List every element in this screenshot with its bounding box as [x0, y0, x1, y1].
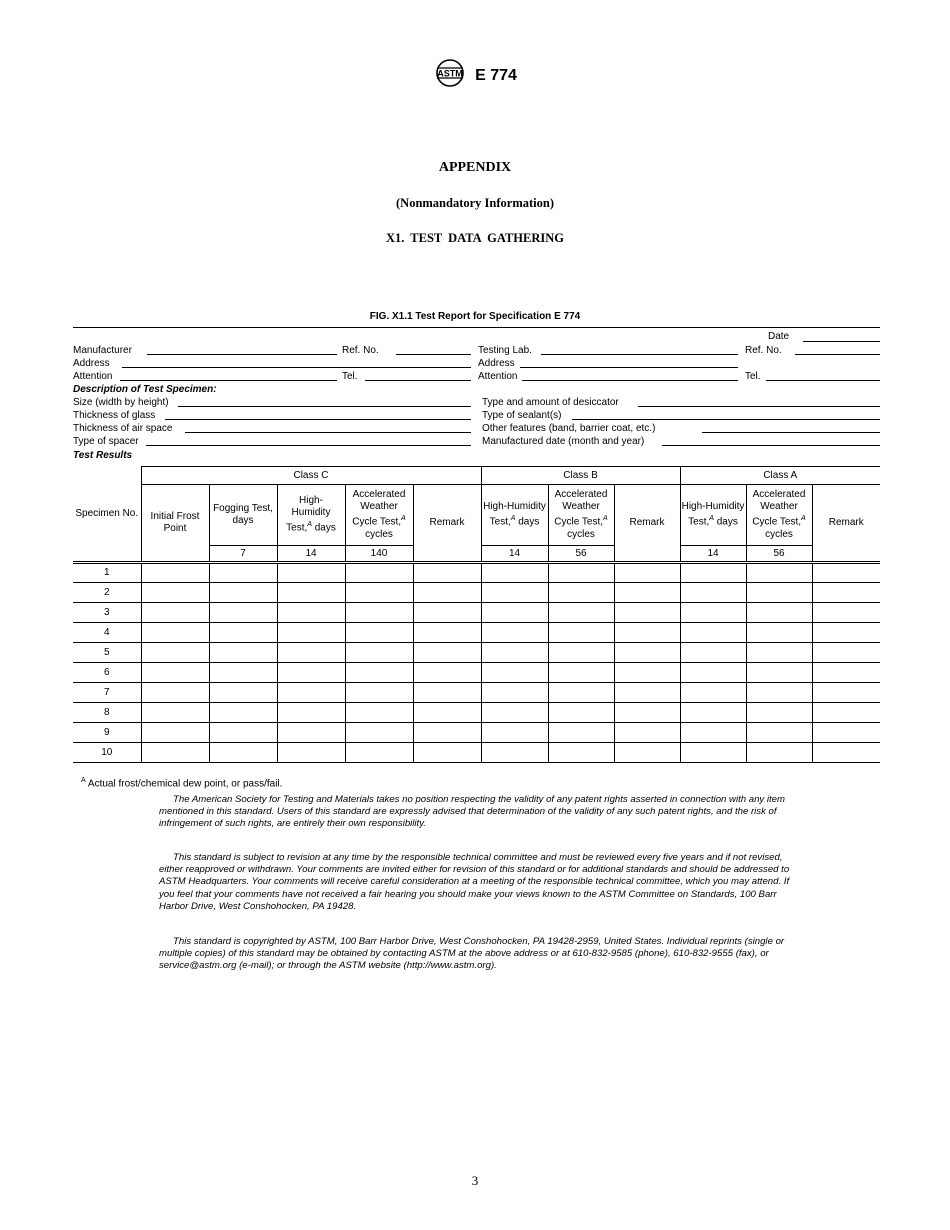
accel-a-cycles-value: 56: [746, 546, 812, 563]
result-cell[interactable]: [614, 683, 680, 703]
result-cell[interactable]: [614, 723, 680, 743]
result-cell[interactable]: [746, 583, 812, 603]
result-cell[interactable]: [413, 743, 481, 763]
result-cell[interactable]: [548, 563, 614, 583]
desiccator-field-line[interactable]: [638, 406, 880, 407]
figure-title: FIG. X1.1 Test Report for Specification E 774: [369, 311, 581, 322]
result-cell[interactable]: [413, 683, 481, 703]
result-cell[interactable]: [614, 663, 680, 683]
result-cell[interactable]: [209, 683, 277, 703]
result-cell[interactable]: [481, 643, 548, 663]
remark-a-header: Remark: [812, 485, 880, 563]
ref-no-left-field-line[interactable]: [396, 354, 471, 355]
result-cell[interactable]: [481, 563, 548, 583]
result-cell[interactable]: [141, 603, 209, 623]
result-cell[interactable]: [277, 683, 345, 703]
attention-left-field-line[interactable]: [120, 380, 337, 381]
result-cell[interactable]: [413, 723, 481, 743]
result-cell[interactable]: [141, 563, 209, 583]
specimen-no-header: Specimen No.: [73, 467, 141, 563]
result-cell[interactable]: [141, 723, 209, 743]
page-number: 3: [471, 1173, 479, 1188]
result-cell[interactable]: [481, 603, 548, 623]
appendix-subtitle: (Nonmandatory Information): [396, 196, 554, 210]
patent-notice: The American Society for Testing and Materials takes no position respecting the validity of any patent rights asserted in connection with any item mentioned in this standard. Users of this standard are expressly advised that determination of the validity of any such patent rights, and the risk of infringement of such rights, are entirely their own responsibility.: [159, 794, 786, 830]
result-cell[interactable]: [746, 723, 812, 743]
result-cell[interactable]: [345, 603, 413, 623]
result-cell[interactable]: [812, 723, 880, 743]
result-cell[interactable]: [548, 643, 614, 663]
address-left-field-line[interactable]: [122, 367, 471, 368]
astm-logo-icon: [433, 58, 467, 93]
date-label: Date: [768, 331, 790, 342]
result-cell[interactable]: [548, 623, 614, 643]
mfg-date-field-line[interactable]: [662, 445, 880, 446]
result-cell[interactable]: [413, 643, 481, 663]
remark-c-header: Remark: [413, 485, 481, 563]
address-right-field-line[interactable]: [520, 367, 738, 368]
result-cell[interactable]: [746, 663, 812, 683]
result-cell[interactable]: [141, 583, 209, 603]
class-b-header: Class B: [481, 467, 680, 485]
result-cell[interactable]: [141, 643, 209, 663]
result-cell[interactable]: [413, 663, 481, 683]
result-cell[interactable]: [614, 583, 680, 603]
accelerated-b-header: Accelerated Weather Cycle Test,$^A$ cycles: [548, 485, 614, 546]
result-cell[interactable]: [680, 683, 746, 703]
test-results-table: [73, 466, 880, 763]
accelerated-c-header: Accelerated Weather Cycle Test,$^A$ cycles: [345, 485, 413, 546]
result-cell[interactable]: [413, 603, 481, 623]
spacer-field-line[interactable]: [146, 445, 471, 446]
class-c-header: Class C: [141, 467, 481, 485]
accelerated-a-header: Accelerated Weather Cycle Test,$^A$ cycles: [746, 485, 812, 546]
revision-notice: This standard is subject to revision at any time by the responsible technical committee and must be reviewed every five years and if not revised, either reapproved or withdrawn. Your comments are invited either for revision of this standard or for additional standards and should be addressed to ASTM Headquarters. Your comments will receive careful consideration at a meeting of the responsible technical committee, which you may attend. If you feel that your comments have not received a fair hearing you should make your views known to the ASTM Committee on Standards, 100 Barr Harbor Drive, West Conshohocken, PA 19428.: [159, 852, 790, 912]
result-cell[interactable]: [812, 583, 880, 603]
result-cell[interactable]: [680, 743, 746, 763]
test-results-heading: Test Results: [73, 450, 133, 461]
result-cell[interactable]: [209, 563, 277, 583]
fogging-test-header: Fogging Test, days: [209, 485, 277, 546]
result-cell[interactable]: [548, 703, 614, 723]
result-cell[interactable]: [481, 663, 548, 683]
result-cell[interactable]: [345, 723, 413, 743]
tel-left-label: Tel.: [342, 371, 358, 382]
result-cell[interactable]: [209, 743, 277, 763]
high-humidity-b-header: High-Humidity Test,$^A$ days: [481, 485, 548, 546]
result-cell[interactable]: [548, 743, 614, 763]
thickness-glass-field-line[interactable]: [165, 419, 471, 420]
result-cell[interactable]: [209, 663, 277, 683]
document-designation: E 774: [475, 66, 517, 84]
result-cell[interactable]: [812, 563, 880, 583]
result-cell[interactable]: [680, 723, 746, 743]
table-row: [73, 743, 880, 763]
date-field-line[interactable]: [803, 341, 880, 342]
sealant-label: Type of sealant(s): [482, 410, 562, 421]
mfg-date-label: Manufactured date (month and year): [482, 436, 645, 447]
size-label: Size (width by height): [73, 397, 169, 408]
result-cell[interactable]: [614, 623, 680, 643]
result-cell[interactable]: [481, 583, 548, 603]
specimen-number-cell: 4: [73, 623, 141, 643]
accel-b-cycles-value: 56: [548, 546, 614, 563]
result-cell[interactable]: [548, 663, 614, 683]
size-field-line[interactable]: [178, 406, 471, 407]
spacer-label: Type of spacer: [73, 436, 139, 447]
thickness-air-label: Thickness of air space: [73, 423, 173, 434]
table-row: [73, 703, 880, 723]
page-header: [0, 58, 950, 93]
result-cell[interactable]: [548, 583, 614, 603]
result-cell[interactable]: [812, 743, 880, 763]
appendix-title: APPENDIX: [438, 160, 512, 175]
copyright-notice: This standard is copyrighted by ASTM, 100 Barr Harbor Drive, West Conshohocken, PA 19428-2959, United States. Individual reprints (single or multiple copies) of this standard may be obtained by contacting ASTM at the above address or at 610-832-9585 (phone), 610-832-9555 (fax), or service@astm.org (e-mail); or through the ASTM website (http://www.astm.org).: [159, 936, 785, 972]
result-cell[interactable]: [345, 643, 413, 663]
result-cell[interactable]: [345, 623, 413, 643]
address-left-label: Address: [73, 358, 110, 369]
result-cell[interactable]: [209, 723, 277, 743]
result-cell[interactable]: [345, 683, 413, 703]
sealant-field-line[interactable]: [572, 419, 880, 420]
table-row: [73, 623, 880, 643]
result-cell[interactable]: [345, 563, 413, 583]
table-row: [73, 643, 880, 663]
result-cell[interactable]: [413, 703, 481, 723]
result-cell[interactable]: [481, 703, 548, 723]
tel-right-label: Tel.: [745, 371, 761, 382]
result-cell[interactable]: [141, 683, 209, 703]
table-row: [73, 683, 880, 703]
testing-lab-field-line[interactable]: [541, 354, 738, 355]
result-cell[interactable]: [141, 703, 209, 723]
result-cell[interactable]: [277, 703, 345, 723]
result-cell[interactable]: [209, 703, 277, 723]
specimen-number-cell: 3: [73, 603, 141, 623]
result-cell[interactable]: [345, 663, 413, 683]
result-cell[interactable]: [413, 583, 481, 603]
accel-c-cycles-value: 140: [345, 546, 413, 563]
result-cell[interactable]: [680, 623, 746, 643]
result-cell[interactable]: [680, 563, 746, 583]
result-cell[interactable]: [614, 643, 680, 663]
manufacturer-label: Manufacturer: [73, 345, 132, 356]
result-cell[interactable]: [746, 743, 812, 763]
result-cell[interactable]: [345, 703, 413, 723]
result-cell[interactable]: [345, 583, 413, 603]
class-a-header: Class A: [680, 467, 880, 485]
thickness-glass-label: Thickness of glass: [73, 410, 156, 421]
address-right-label: Address: [478, 358, 515, 369]
hh-a-days-value: 14: [680, 546, 746, 563]
testing-lab-label: Testing Lab.: [478, 345, 532, 356]
manufacturer-field-line[interactable]: [147, 354, 337, 355]
result-cell[interactable]: [746, 623, 812, 643]
attention-left-label: Attention: [73, 371, 113, 382]
result-cell[interactable]: [481, 683, 548, 703]
result-cell[interactable]: [277, 603, 345, 623]
other-features-field-line[interactable]: [702, 432, 880, 433]
result-cell[interactable]: [141, 743, 209, 763]
specimen-number-cell: 6: [73, 663, 141, 683]
result-cell[interactable]: [277, 643, 345, 663]
result-cell[interactable]: [680, 583, 746, 603]
result-cell[interactable]: [481, 623, 548, 643]
result-cell[interactable]: [345, 743, 413, 763]
thickness-air-field-line[interactable]: [185, 432, 471, 433]
initial-frost-point-header: Initial Frost Point: [141, 485, 209, 563]
result-cell[interactable]: [548, 603, 614, 623]
specimen-number-cell: 1: [73, 563, 141, 583]
result-cell[interactable]: [209, 623, 277, 643]
result-cell[interactable]: [277, 743, 345, 763]
result-cell[interactable]: [746, 703, 812, 723]
result-cell[interactable]: [481, 723, 548, 743]
result-cell[interactable]: [746, 683, 812, 703]
result-cell[interactable]: [614, 743, 680, 763]
specimen-number-cell: 7: [73, 683, 141, 703]
high-humidity-a-header: High-Humidity Test,$^A$ days: [680, 485, 746, 546]
result-cell[interactable]: [141, 623, 209, 643]
ref-no-right-label: Ref. No.: [745, 345, 782, 356]
result-cell[interactable]: [680, 643, 746, 663]
table-row: [73, 603, 880, 623]
result-cell[interactable]: [141, 663, 209, 683]
table-row: [73, 723, 880, 743]
result-cell[interactable]: [277, 623, 345, 643]
table-row: [73, 663, 880, 683]
table-footnote: $^A$ Actual frost/chemical dew point, or pass/fail.: [81, 777, 283, 790]
result-cell[interactable]: [746, 643, 812, 663]
description-heading: Description of Test Specimen:: [73, 384, 217, 395]
result-cell[interactable]: [548, 723, 614, 743]
fogging-days-value: 7: [209, 546, 277, 563]
tel-right-field-line[interactable]: [766, 380, 880, 381]
specimen-number-cell: 8: [73, 703, 141, 723]
result-cell[interactable]: [481, 743, 548, 763]
result-cell[interactable]: [614, 603, 680, 623]
table-row: [73, 583, 880, 603]
high-humidity-c-header: High- Humidity Test,$^A$ days: [277, 485, 345, 546]
class-header-row: [73, 467, 880, 485]
result-cell[interactable]: [413, 563, 481, 583]
result-cell[interactable]: [680, 603, 746, 623]
result-cell[interactable]: [812, 683, 880, 703]
tel-left-field-line[interactable]: [365, 380, 471, 381]
result-cell[interactable]: [812, 643, 880, 663]
desiccator-label: Type and amount of desiccator: [482, 397, 619, 408]
result-cell[interactable]: [277, 563, 345, 583]
result-cell[interactable]: [746, 603, 812, 623]
remark-b-header: Remark: [614, 485, 680, 563]
specimen-number-cell: 9: [73, 723, 141, 743]
table-row: [73, 563, 880, 583]
hh-b-days-value: 14: [481, 546, 548, 563]
result-cell[interactable]: [812, 663, 880, 683]
attention-right-label: Attention: [478, 371, 518, 382]
result-cell[interactable]: [680, 663, 746, 683]
hh-c-days-value: 14: [277, 546, 345, 563]
form-top-rule: [73, 327, 880, 328]
result-cell[interactable]: [614, 563, 680, 583]
result-cell[interactable]: [614, 703, 680, 723]
logo-text: ASTM: [437, 68, 463, 79]
other-features-label: Other features (band, barrier coat, etc.): [482, 423, 656, 434]
result-cell[interactable]: [548, 683, 614, 703]
result-cell[interactable]: [277, 663, 345, 683]
section-title: X1. TEST DATA GATHERING: [385, 231, 565, 245]
result-cell[interactable]: [746, 563, 812, 583]
result-cell[interactable]: [277, 723, 345, 743]
result-cell[interactable]: [209, 603, 277, 623]
data-rows: [73, 563, 880, 763]
result-cell[interactable]: [812, 703, 880, 723]
ref-no-right-field-line[interactable]: [795, 354, 880, 355]
specimen-number-cell: 5: [73, 643, 141, 663]
result-cell[interactable]: [812, 603, 880, 623]
specimen-number-cell: 10: [73, 743, 141, 763]
result-cell[interactable]: [680, 703, 746, 723]
result-cell[interactable]: [277, 583, 345, 603]
specimen-number-cell: 2: [73, 583, 141, 603]
result-cell[interactable]: [209, 583, 277, 603]
result-cell[interactable]: [209, 643, 277, 663]
test-header-row: [73, 485, 880, 546]
ref-no-left-label: Ref. No.: [342, 345, 379, 356]
result-cell[interactable]: [812, 623, 880, 643]
result-cell[interactable]: [413, 623, 481, 643]
attention-right-field-line[interactable]: [522, 380, 738, 381]
